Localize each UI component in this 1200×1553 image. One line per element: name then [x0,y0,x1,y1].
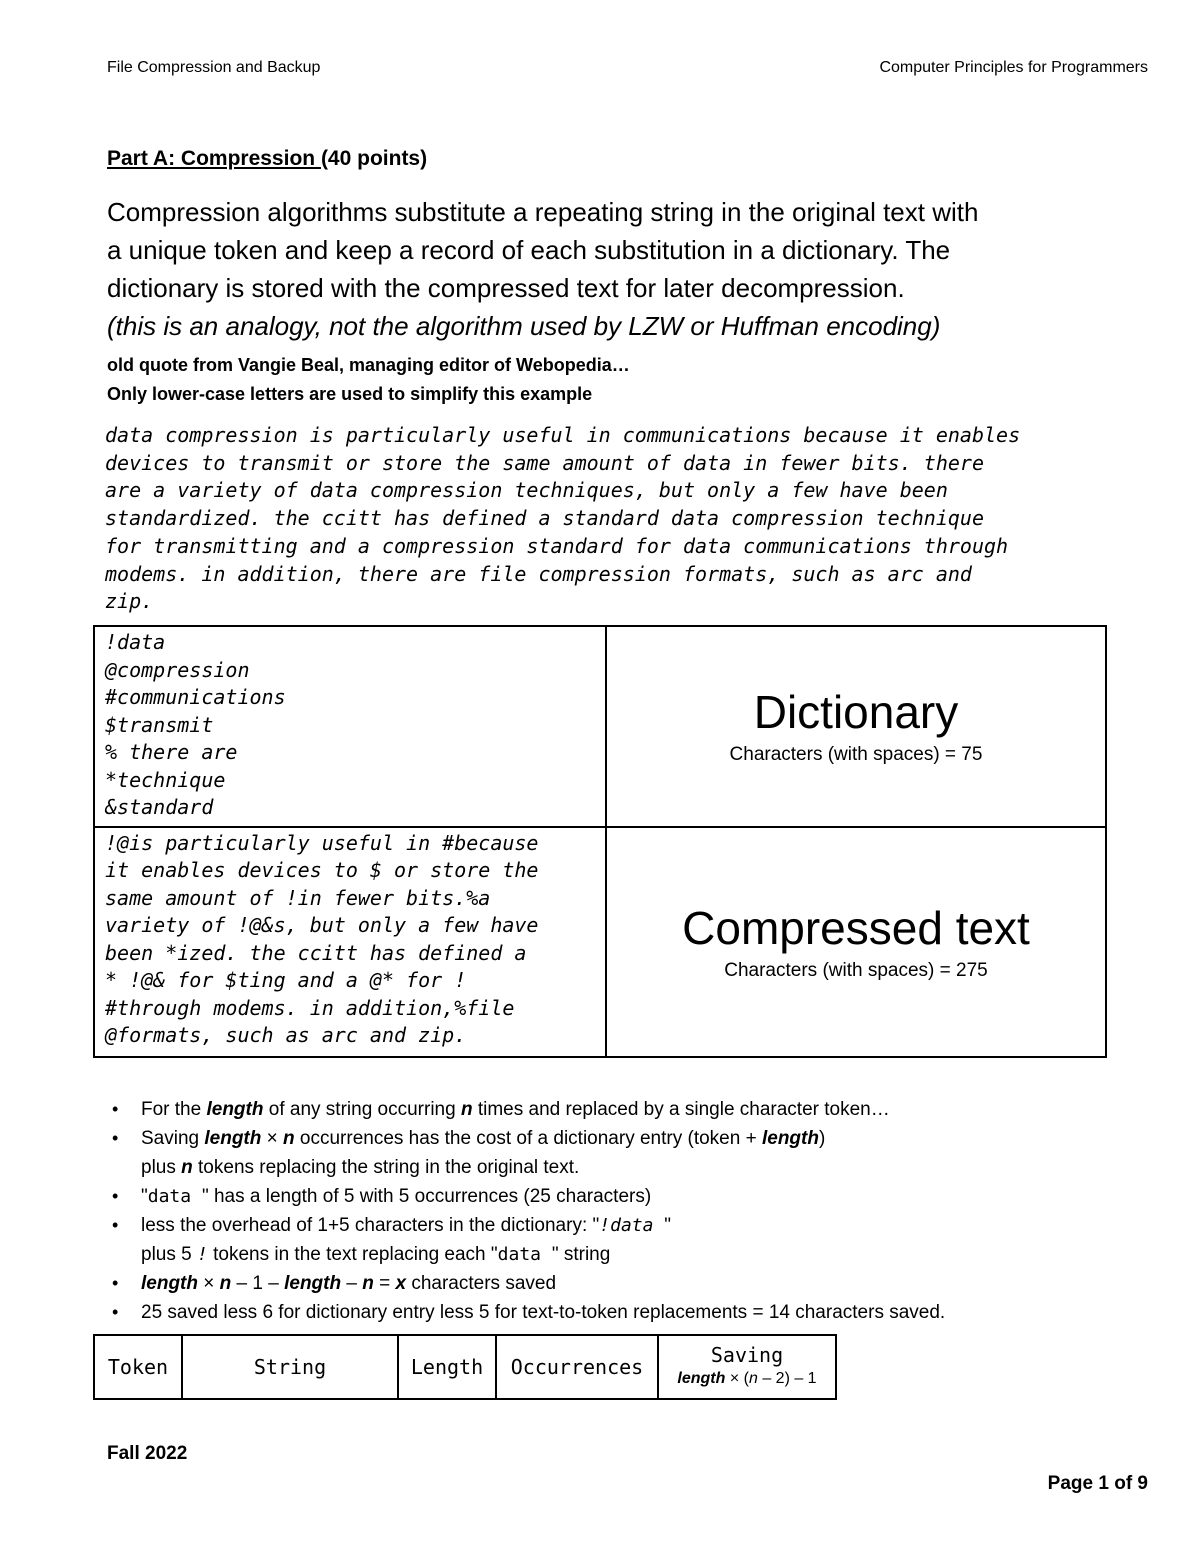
dictionary-label-cell [606,626,1106,827]
dictionary-row [94,626,1106,827]
saving-label: Saving [710,1343,784,1367]
bullet-item: • less the overhead of 1+5 characters in the dictionary: "!data " [107,1211,1127,1240]
dictionary-char-count: Characters (with spaces) = 75 [729,744,983,766]
header-left: File Compression and Backup [107,59,321,76]
intro-line-4: (this is an analogy, not the algorithm used by LZW or Huffman encoding) [107,311,941,341]
dictionary-compression-table [93,625,1107,1058]
bullet-item: • Saving length × n occurrences has the cost of a dictionary entry (token + length) [107,1124,1127,1153]
original-quote-text: data compression is particularly useful in communications because it enables devices to transmit or store the same amount of data in fewer bits. there are a variety of data compression techniques, but only a few have been standardized. the ccitt has defined a standard data compression technique for transmitting and a compression standard for data communications through modems. in addition, there are file compression formats, such as arc and zip. [105,423,1021,614]
col-header-occurrences: Occurrences [496,1335,658,1399]
bullet-item: • length × n – 1 – length – n = x characters saved [107,1269,1127,1298]
bullet-item: • For the length of any string occurring n times and replaced by a single character token… [107,1095,1127,1124]
col-header-saving [658,1335,836,1399]
section-title-main: Part A: Compression [107,147,321,170]
dictionary-entries: !data @compression #communications $transmit % there are *technique &standard [94,626,606,827]
footer-page-number: Page 1 of 9 [1047,1473,1148,1494]
intro-line-3: dictionary is stored with the compressed text for later decompression. [107,273,905,303]
col-header-string: String [182,1335,398,1399]
footer-term: Fall 2022 [107,1443,188,1464]
bullet-item: • "data " has a length of 5 with 5 occurrences (25 characters) [107,1182,1127,1211]
intro-line-1: Compression algorithms substitute a repeating string in the original text with [107,197,979,227]
quote-simplify-note: Only lower-case letters are used to simplify this example [107,384,593,404]
saving-formula: length × (n – 2) – 1 [677,1370,817,1387]
bullet-continuation: plus 5 ! tokens in the text replacing each "data " string [141,1244,611,1265]
col-header-token: Token [94,1335,182,1399]
section-title [107,147,427,171]
col-header-length: Length [398,1335,496,1399]
quote-source-note: old quote from Vangie Beal, managing editor of Webopedia… [107,355,630,375]
compressed-label-cell [606,827,1106,1057]
intro-line-2: a unique token and keep a record of each substitution in a dictionary. The [107,235,951,265]
bullet-continuation: plus n tokens replacing the string in the original text. [141,1157,580,1178]
header-right: Computer Principles for Programmers [879,59,1148,76]
compressed-heading: Compressed text [682,901,1030,954]
section-title-points: (40 points) [320,147,428,170]
dictionary-heading: Dictionary [753,686,959,739]
compressed-row [94,827,1106,1057]
compressed-char-count: Characters (with spaces) = 275 [724,959,988,981]
token-table-header-row [94,1335,836,1399]
bullet-item: • 25 saved less 6 for dictionary entry less 5 for text-to-token replacements = 14 characters saved. [107,1298,1127,1327]
compressed-text-body: !@is particularly useful in #because it enables devices to $ or store the same amount of !in fewer bits.%a variety of !@&s, but only a few have been *ized. the ccitt has defined a * !@& for $ting and a @* for ! #through modems. in addition,%file @formats, such as arc and zip. [94,827,606,1057]
token-savings-table [93,1334,837,1400]
intro-paragraph [107,193,1107,345]
explanation-bullets [107,1095,1127,1327]
